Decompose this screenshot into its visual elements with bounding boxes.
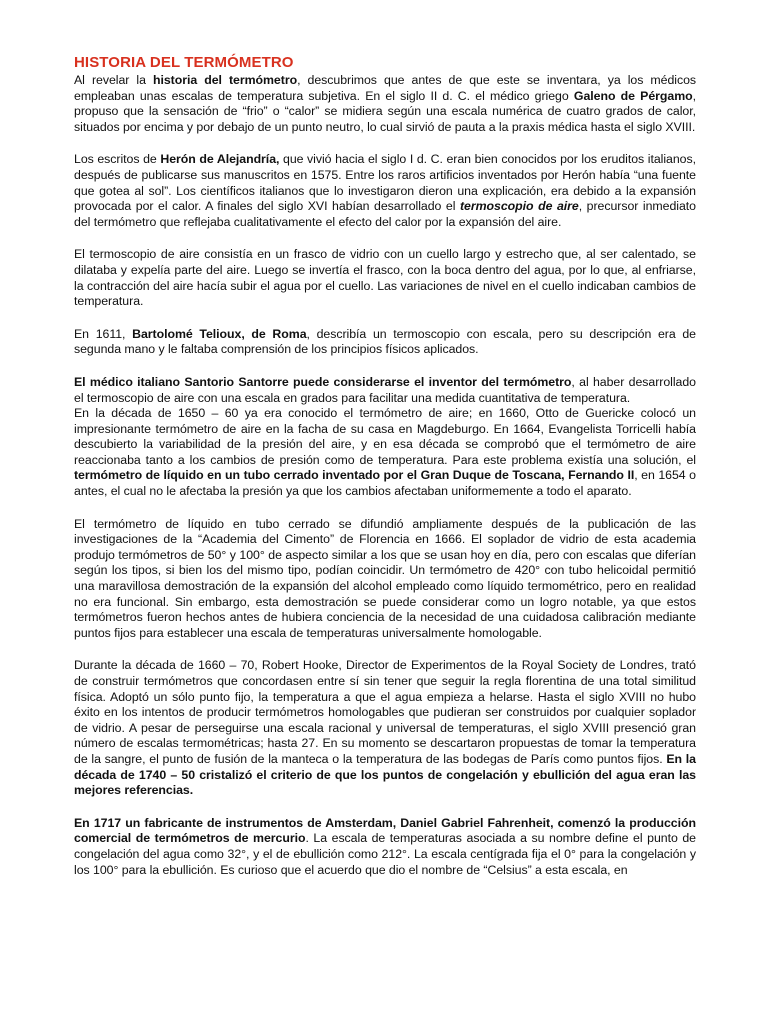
bold-text: termómetro de líquido en un tubo cerrado inventado por el Gran Duque de Toscana, Fernando II [74,468,635,483]
paragraph-8 [74,658,696,798]
bold-text: historia del termómetro [152,73,298,87]
paragraph-5 [74,375,696,406]
text-run: En 1611, [74,326,133,341]
paragraph-4 [74,327,696,358]
paragraph-7: El termómetro de líquido en tubo cerrado se difundió ampliamente después de la publicación de las investigaciones de la “Academia del Cimento” de Florencia en 1666. El soplador de vidrio de esta academia produjo termómetros de 50° y 100° de aspecto similar a los que se usan hoy en día, pero con escalas que diferían según los tipos, si bien los del mismo tipo, podían coincidir. Un termómetro de 420° con tubo helicoidal permitió una maravillosa demostración de la expansión del alcohol empleado como líquido termométrico, pero en realidad no era funcional. Sin embargo, esta demostración se puede considerar como un logro notable, ya que estos termómetros fueron hechos antes de hubiera conciencia de la necesidad de una cuidadosa calibración mediante puntos fijos para establecer una escala de temperaturas universalmente homologable. [74,516,696,640]
bold-text: Herón de Alejandría, [160,152,280,167]
text-run: Los escritos de [74,152,161,167]
paragraph-6 [74,406,696,500]
paragraph-9 [74,816,696,878]
bold-text: Galeno de Pérgamo [573,88,693,103]
text-run: , en 1654 o antes, el cual no le afectaba la presión ya que los cambios afectaban uniformemente a todo el aparato. [74,468,696,499]
document-title: HISTORIA DEL TERMÓMETRO [74,54,294,71]
text-run: , describía un termoscopio con escala, pero su descripción era de segunda mano y le faltaba comprensión de los principios físicos aplicados. [74,326,696,357]
text-run: , precursor inmediato del termómetro que reflejaba cualitativamente el efecto del calor por la expansión del aire. [74,199,696,229]
bold-text: En 1717 un fabricante de instrumentos de Amsterdam, Daniel Gabriel Fahrenheit, comenzó la producción comercial de termómetros de mercurio [74,815,696,846]
bold-italic-text: termoscopio de aire [460,199,579,214]
text-run: , al haber desarrollado el termoscopio de aire con una escala en grados para facilitar una medida cuantitativa de temperatura. [74,374,696,405]
bold-text: Bartolomé Telioux, de Roma [132,326,307,341]
paragraph-3: El termoscopio de aire consistía en un frasco de vidrio con un cuello largo y estrecho que, al ser calentado, se dilataba y expelía parte del aire. Luego se invertía el frasco, con la boca dentro del agua, por lo que, al enfriarse, la contracción del aire hacía subir el agua por el cuello. Las variaciones de nivel en el cuello indicaban cambios de temperatura. [74,247,696,309]
text-run: Al revelar la [74,73,153,87]
bold-text: En la década de 1740 – 50 cristalizó el criterio de que los puntos de congelación y ebullición del agua eran las mejores referencias. [74,751,697,798]
text-run: , propuso que la sensación de “frio” o “calor” se midiera según una escala numérica de cuatro grados de calor, situados por encima y por debajo de un punto neutro, lo cual sirvió de pauta a la praxis médica hasta el siglo XVIII. [74,88,697,134]
document-page [74,53,696,895]
text-run: . La escala de temperaturas asociada a su nombre define el punto de congelación del agua como 32°, y el de ebullición como 212°. La escala centígrada fija el 0° para la congelación y los 100° para la ebullición. Es curioso que el acuerdo que dio el nombre de “Celsius” a esta escala, en [74,831,696,877]
paragraph-1 [74,73,696,135]
text-run: que vivió hacia el siglo I d. C. eran bien conocidos por los eruditos italianos, después de publicarse sus manuscritos en 1575. Entre los raros artificios inventados por Herón había “una fuente que gotea al sol”. Los científicos italianos que lo investigaron dieron una explicación, era debido a la expansión provocada por el calor. A finales del siglo XVI habían desarrollado el [74,152,696,214]
text-run: Durante la década de 1660 – 70, Robert Hooke, Director de Experimentos de la Royal Society de Londres, trató de construir termómetros que concordasen entre sí sin tener que seguir la regla florentina de una total similitud física. Adoptó un sólo punto fijo, la temperatura a que el agua empieza a helarse. Hasta el siglo XVIII no hubo éxito en los intentos de producir termómetros homologables que pudieran ser construidos por cualquier soplador de vidrio. A pesar de perseguirse una escala racional y universal de temperaturas, el siglo XVIII presenció gran número de escalas termométricas; hasta 27. En su momento se descartaron propuestas de tomar la temperatura de la sangre, el punto de fusión de la manteca o la temperatura de las bodegas de París como puntos fijos. [74,658,696,766]
paragraph-2 [74,152,696,230]
text-run: En la década de 1650 – 60 ya era conocido el termómetro de aire; en 1660, Otto de Guericke colocó un impresionante termómetro de aire en la facha de su casa en Magdeburgo. En 1664, Evangelista Torricelli había descubierto la variabilidad de la presión del aire, y en esa década se comprobó que el termómetro de aire reaccionaba tanto a los cambios de presión como de temperatura. Para este problema existía una solución, el [74,406,696,467]
bold-text: El médico italiano Santorio Santorre puede considerarse el inventor del termómetro [74,374,572,389]
text-run: , descubrimos que antes de que este se inventara, ya los médicos empleaban unas escalas de temperatura subjetiva. En el siglo II d. C. el médico griego [74,73,697,103]
